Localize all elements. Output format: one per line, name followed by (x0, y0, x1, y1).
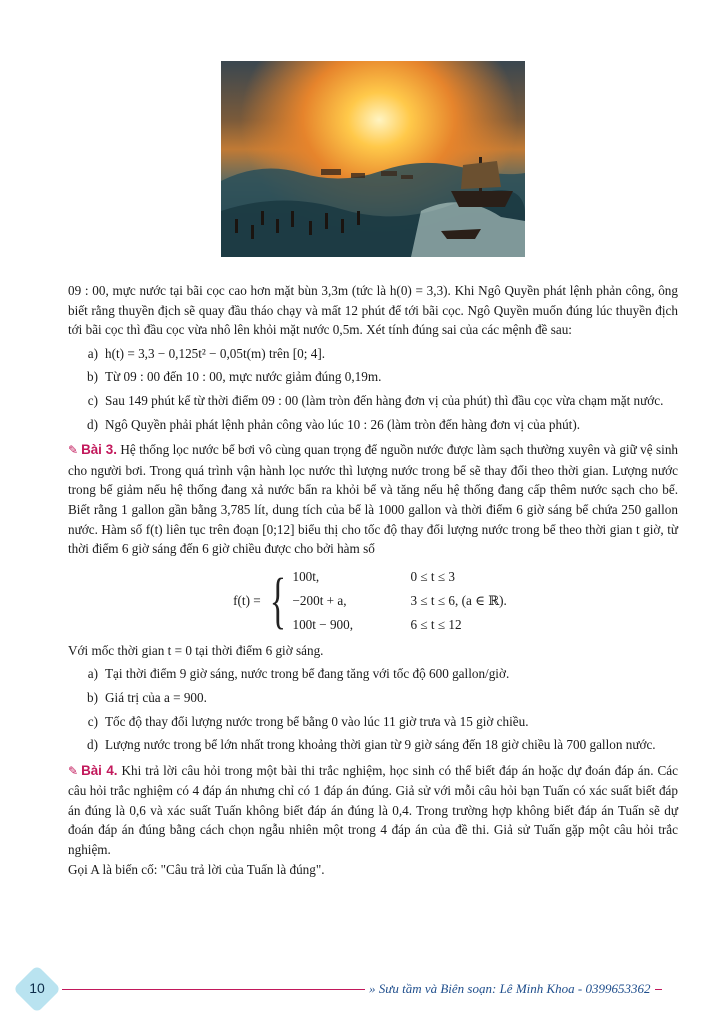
formula-expr: 100t − 900, (292, 616, 354, 632)
bai2-intro: 09 : 00, mực nước tại bãi cọc cao hơn mặt bùn 3,3m (tức là h(0) = 3,3). Khi Ngô Quyền phát lệnh phản công, ông biết rằng thuyền địch sẽ quay đầu tháo chạy và mất 12 phút để tới bãi cọc. Ngô Quyền muốn đúng lúc thuyền địch tới bãi cọc thì đầu cọc vừa nhô lên khỏi mặt nước 0,5m. Xét tính đúng sai của các mệnh đề sau: (68, 283, 678, 338)
formula-cond: 6 ≤ t ≤ 12 (410, 616, 462, 632)
formula-row (290, 613, 512, 637)
item-text: h(t) = 3,3 − 0,125t² − 0,05t(m) trên [0; 4]. (105, 345, 326, 361)
statement-item (68, 664, 678, 684)
piecewise-formula (68, 565, 678, 637)
statement-item (68, 344, 678, 364)
formula-cond: 0 ≤ t ≤ 3 (410, 568, 455, 584)
item-text: Giá trị của a = 900. (105, 689, 207, 705)
item-label: c) (87, 713, 98, 729)
formula-cases (290, 565, 512, 637)
item-text: Ngô Quyền phải phát lệnh phản công vào lúc 10 : 26 (làm tròn đến hàng đơn vị của phút). (105, 416, 581, 432)
item-text: Tốc độ thay đổi lượng nước trong bể bằng 0 vào lúc 11 giờ trưa và 15 giờ chiều. (105, 713, 529, 729)
formula-cond: 3 ≤ t ≤ 6, (a ∈ ℝ). (410, 592, 507, 608)
statement-item (68, 712, 678, 732)
formula-row (290, 565, 512, 589)
item-label: a) (87, 345, 98, 361)
formula-expr: −200t + a, (292, 592, 347, 608)
formula-row (290, 589, 512, 613)
item-text: Sau 149 phút kể từ thời điểm 09 : 00 (làm tròn đến hàng đơn vị của phút) thì đầu cọc vừa chạm mặt nước. (105, 392, 664, 408)
item-label: a) (87, 666, 98, 682)
statement-item (68, 688, 678, 708)
bai3-title: Bài 3. (81, 442, 117, 458)
bai3-note: Với mốc thời gian t = 0 tại thời điểm 6 giờ sáng. (68, 642, 324, 658)
item-text: Lượng nước trong bể lớn nhất trong khoảng thời gian từ 9 giờ sáng đến 18 giờ chiều là 700 gallon nước. (105, 737, 656, 753)
item-text: Tại thời điểm 9 giờ sáng, nước trong bể đang tăng với tốc độ 600 gallon/giờ. (105, 666, 510, 682)
item-label: b) (87, 689, 98, 705)
bai3-text: Hệ thống lọc nước bể bơi vô cùng quan trọng để nguồn nước được làm sạch thường xuyên và giữ vệ sinh cho người bơi. Trong quá trình vận hành lọc nước thì lượng nước trong bể sẽ thay đổi theo thời gian. Lượng nước trong bể giảm nếu hệ thống đang xả nước bẩn ra khỏi bể và tăng nếu hệ thống đang cấp thêm nước sạch cho bể. Biết rằng 1 gallon gần bằng 3,785 lít, dung tích của bể là 1000 gallon và thời điểm 6 giờ sáng bể chứa 250 gallon nước. Hàm số f(t) liên tục trên đoạn [0;12] biểu thị cho tốc độ thay đổi lượng nước trong bể theo thời gian t giờ, từ thời điểm 6 giờ sáng đến 6 giờ chiều được cho bởi hàm số (68, 442, 679, 557)
item-label: c) (87, 392, 98, 408)
formula-lhs: f(t) = (233, 592, 261, 608)
pencil-icon: ✎ (68, 763, 79, 778)
pencil-icon: ✎ (68, 443, 79, 458)
page-body (68, 281, 678, 879)
bai2-statements (68, 344, 678, 434)
statement-item (68, 367, 678, 387)
bai3-paragraph (68, 440, 678, 559)
item-label: d) (87, 416, 98, 432)
item-label: b) (87, 369, 98, 385)
battle-scene-drawing (221, 61, 525, 257)
bai4-text: Khi trả lời câu hỏi trong một bài thi trắc nghiệm, học sinh có thể biết đáp án hoặc dự đoán đáp án. Các câu hỏi trắc nghiệm có 4 đáp án nhưng chỉ có 1 đáp án đúng. Giả sử với mỗi câu hỏi bạn Tuấn có xác suất biết đáp án đúng là 0,6 và xác suất Tuấn không biết đáp án đúng là 0,4. Trong trường hợp không biết đáp án Tuấn sẽ dự đoán đáp án đúng bằng cách chọn ngẫu nhiên một trong 4 đáp án của đề thi. Giả sử Tuấn gặp một câu hỏi trắc nghiệm. (68, 762, 679, 858)
bai4-event: Gọi A là biến cố: "Câu trả lời của Tuấn là đúng". (68, 861, 325, 877)
statement-item (68, 735, 678, 755)
left-brace: { (269, 566, 286, 635)
item-text: Từ 09 : 00 đến 10 : 00, mực nước giảm đúng 0,19m. (105, 369, 382, 385)
statement-item (68, 391, 678, 411)
footer-credit: » Sưu tầm và Biên soạn: Lê Minh Khoa - 0399653362 (365, 981, 655, 997)
page-number: 10 (29, 980, 45, 996)
statement-item (68, 415, 678, 435)
bai4-section (68, 761, 678, 880)
formula-expr: 100t, (292, 568, 320, 584)
item-label: d) (87, 737, 98, 753)
historical-illustration (221, 61, 525, 257)
bai4-title: Bài 4. (81, 762, 118, 778)
bai4-paragraph (68, 761, 678, 860)
bai3-section (68, 440, 678, 755)
